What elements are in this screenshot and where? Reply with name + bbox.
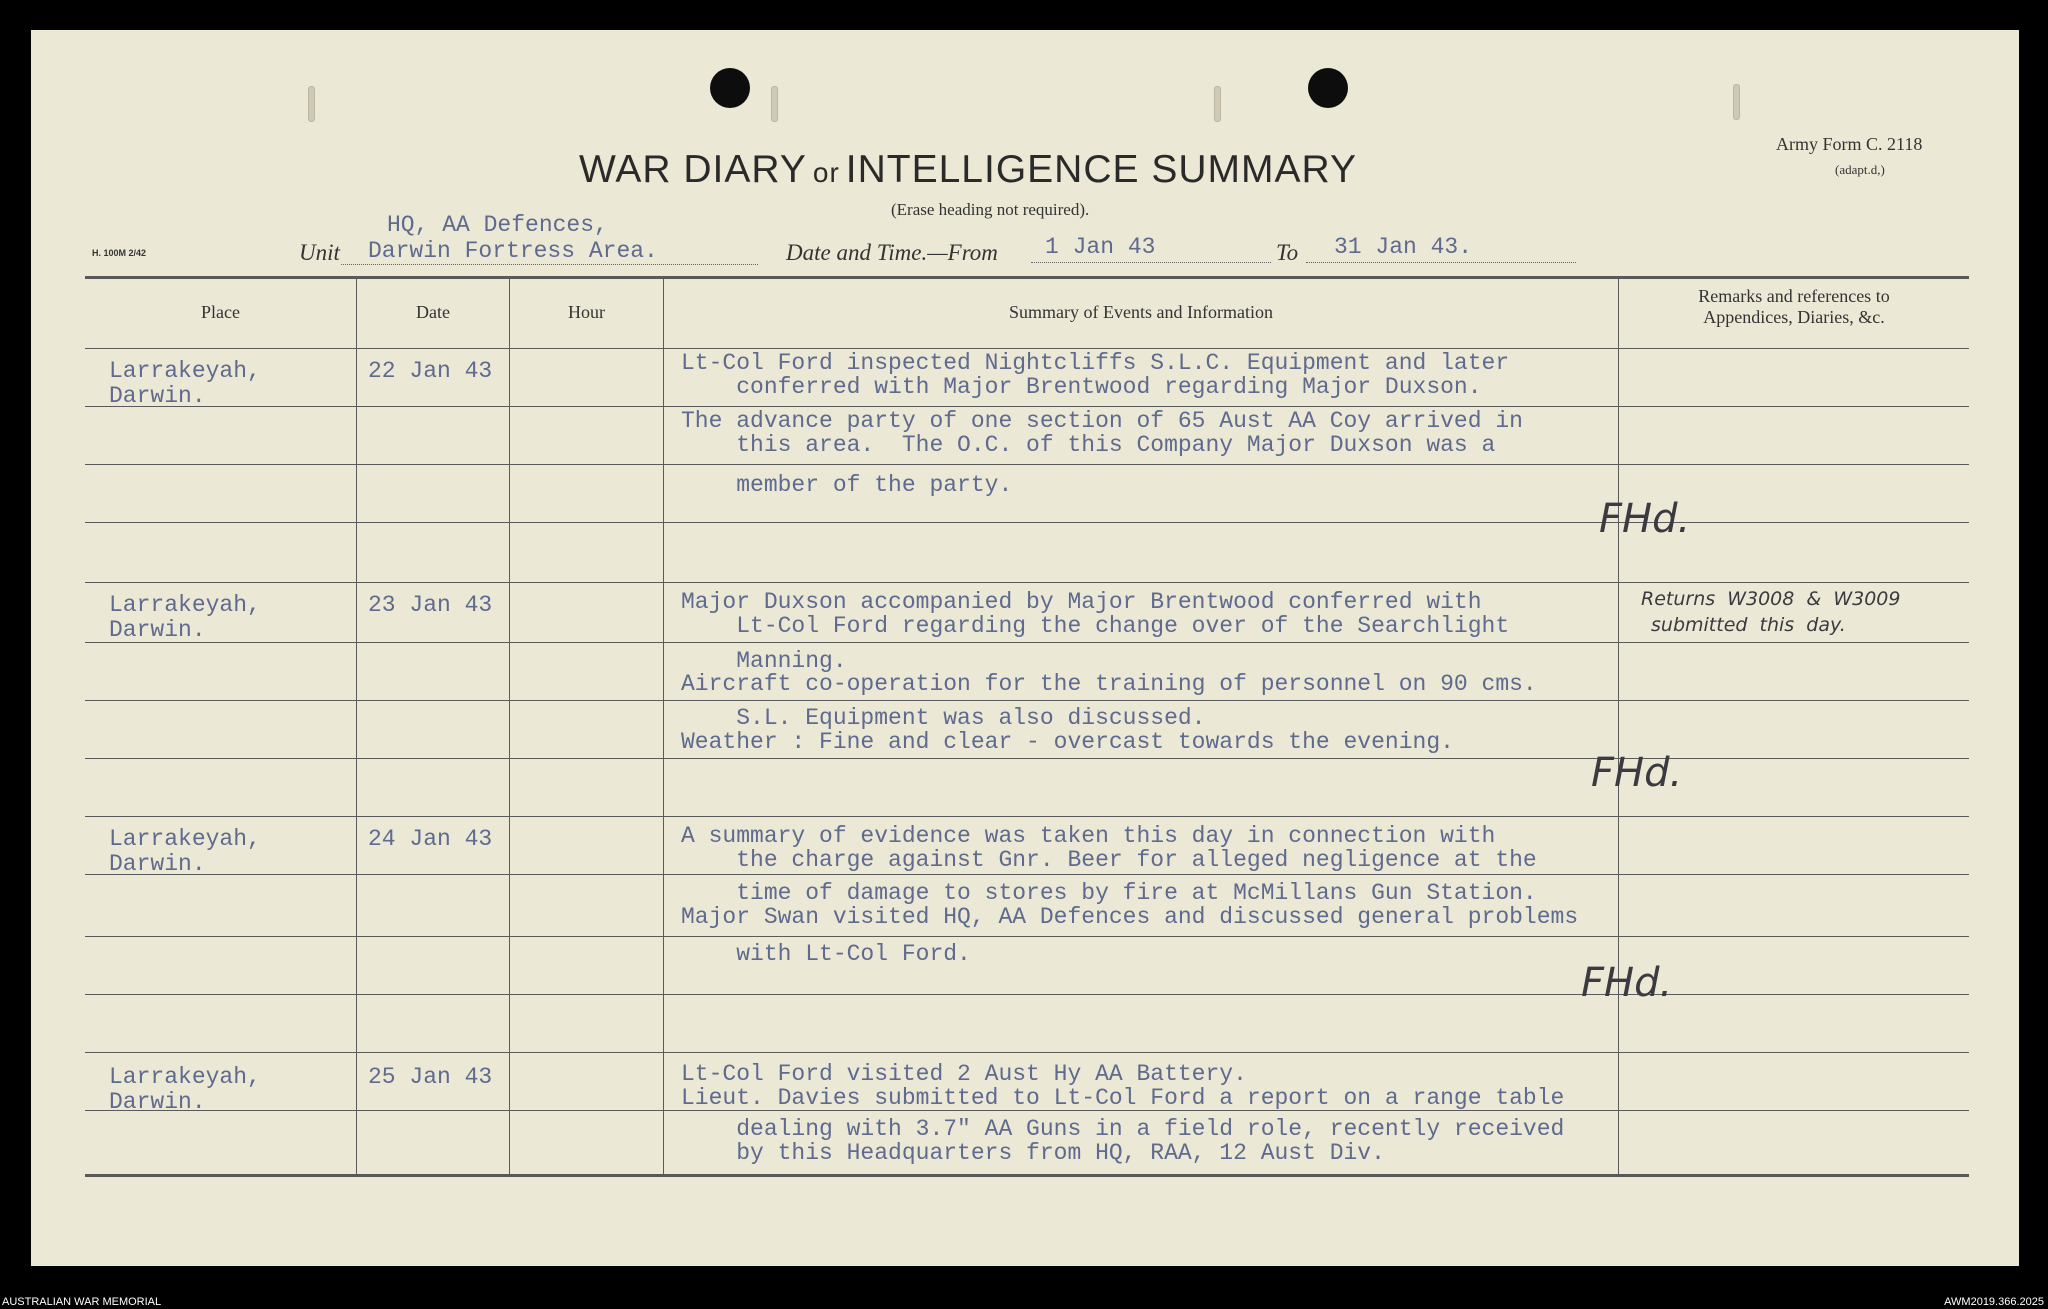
staple-mark (771, 86, 778, 122)
entry-place: Larrakeyah, (109, 358, 261, 384)
entry-place: Darwin. (109, 617, 206, 643)
row-rule (85, 464, 1969, 465)
date-to-underline (1306, 262, 1576, 263)
entry-date: 23 Jan 43 (368, 592, 493, 618)
row-rule (85, 700, 1969, 701)
date-from-value: 1 Jan 43 (1045, 234, 1156, 260)
date-from-underline (1031, 262, 1271, 263)
unit-line-1: HQ, AA Defences, (387, 212, 608, 238)
remarks-handwritten: Returns W3008 & W3009 (1641, 588, 1901, 610)
entry-text-line: time of damage to stores by fire at McMillans Gun Station. (681, 880, 1537, 906)
column-header-remarks (1619, 286, 1969, 328)
punch-hole-left (710, 68, 750, 108)
entry-place: Darwin. (109, 1089, 206, 1115)
entry-text-line: Major Duxson accompanied by Major Brentwood conferred with (681, 589, 1482, 615)
army-form-adapted: (adapt.d,) (1835, 162, 1885, 177)
entry-text-line: dealing with 3.7" AA Guns in a field role, recently received (681, 1116, 1565, 1142)
row-rule (85, 816, 1969, 817)
entry-text-line: Major Swan visited HQ, AA Defences and discussed general problems (681, 904, 1579, 930)
entry-text-line: The advance party of one section of 65 Aust AA Coy arrived in (681, 408, 1523, 434)
table-top-rule (85, 276, 1969, 279)
army-form-number: Army Form C. 2118 (1776, 134, 1923, 154)
row-rule (85, 582, 1969, 583)
officer-initials: FHd. (1581, 960, 1673, 1006)
row-rule (85, 406, 1969, 407)
entry-text-line: Lt-Col Ford visited 2 Aust Hy AA Battery. (681, 1061, 1247, 1087)
footer-accession-number: AWM2019.366.2025 (1944, 1296, 2044, 1308)
column-header-place: Place (201, 302, 240, 322)
entry-text-line: Lt-Col Ford regarding the change over of the Searchlight (681, 613, 1510, 639)
row-rule (85, 758, 1969, 759)
column-rule (509, 278, 510, 1174)
entry-text-line: Weather : Fine and clear - overcast towards the evening. (681, 729, 1454, 755)
footer-source: AUSTRALIAN WAR MEMORIAL (2, 1296, 162, 1308)
row-rule (85, 874, 1969, 875)
entry-text-line: by this Headquarters from HQ, RAA, 12 Aust Div. (681, 1140, 1385, 1166)
remarks-handwritten: submitted this day. (1651, 614, 1846, 636)
form-title: WAR DIARY or INTELLIGENCE SUMMARY (579, 148, 1357, 191)
officer-initials: FHd. (1599, 496, 1691, 542)
entry-date: 22 Jan 43 (368, 358, 493, 384)
entry-date: 25 Jan 43 (368, 1064, 493, 1090)
column-rule (356, 278, 357, 1174)
column-header-remarks-line2: Appendices, Diaries, &c. (1703, 307, 1885, 327)
staple-mark (1214, 86, 1221, 122)
entry-place: Darwin. (109, 383, 206, 409)
column-header-remarks-line1: Remarks and references to (1698, 286, 1890, 306)
entry-place: Larrakeyah, (109, 592, 261, 618)
table-bottom-rule (85, 1174, 1969, 1177)
entry-place: Larrakeyah, (109, 1064, 261, 1090)
entry-text-line: Lieut. Davies submitted to Lt-Col Ford a report on a range table (681, 1085, 1565, 1111)
form-subtitle: (Erase heading not required). (891, 200, 1090, 219)
entry-text-line: member of the party. (681, 472, 1013, 498)
column-header-summary: Summary of Events and Information (1009, 302, 1273, 322)
column-header-date: Date (416, 302, 450, 322)
row-rule (85, 1052, 1969, 1053)
entry-text-line: with Lt-Col Ford. (681, 941, 971, 967)
column-rule (1618, 278, 1619, 1174)
date-from-label: Date and Time.—From (786, 240, 998, 265)
war-diary-page (31, 30, 2019, 1266)
table-header-rule (85, 348, 1969, 349)
entry-text-line: A summary of evidence was taken this day in connection with (681, 823, 1496, 849)
entry-text-line: the charge against Gnr. Beer for alleged negligence at the (681, 847, 1537, 873)
column-rule (663, 278, 664, 1174)
entry-text-line: this area. The O.C. of this Company Major Duxson was a (681, 432, 1496, 458)
unit-label: Unit (299, 240, 340, 265)
officer-initials: FHd. (1591, 750, 1683, 796)
entry-text-line: conferred with Major Brentwood regarding Major Duxson. (681, 374, 1482, 400)
entry-text-line: Manning. (681, 648, 847, 674)
entry-place: Larrakeyah, (109, 826, 261, 852)
print-code: H. 100M 2/42 (92, 248, 147, 258)
staple-mark (308, 86, 315, 122)
entry-text-line: Lt-Col Ford inspected Nightcliffs S.L.C. Equipment and later (681, 350, 1510, 376)
entry-place: Darwin. (109, 851, 206, 877)
entry-text-line: S.L. Equipment was also discussed. (681, 705, 1206, 731)
unit-line-2: Darwin Fortress Area. (368, 238, 658, 264)
row-rule (85, 642, 1969, 643)
date-to-value: 31 Jan 43. (1334, 234, 1473, 260)
entry-text-line: Aircraft co-operation for the training of personnel on 90 cms. (681, 671, 1537, 697)
row-rule (85, 994, 1969, 995)
column-header-hour: Hour (568, 302, 605, 322)
entry-date: 24 Jan 43 (368, 826, 493, 852)
staple-mark (1733, 84, 1740, 120)
unit-underline (341, 264, 758, 265)
date-to-label: To (1276, 240, 1299, 265)
row-rule (85, 936, 1969, 937)
punch-hole-right (1308, 68, 1348, 108)
